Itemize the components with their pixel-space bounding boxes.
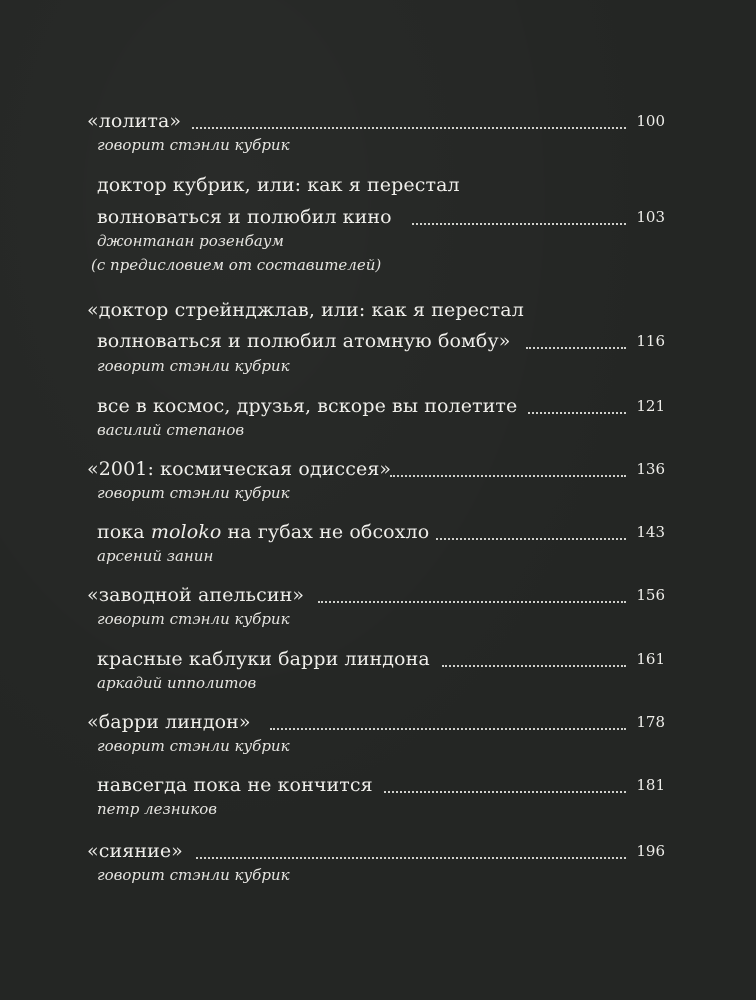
toc-line: [0, 519, 756, 549]
entry-author: петр лезников: [97, 800, 217, 818]
entry-title: все в космос, друзья, вскоре вы полетите: [97, 395, 518, 417]
entry-author: джонтанан розенбаум: [97, 232, 284, 250]
dot-leader: [412, 221, 626, 225]
page-number: 116: [636, 332, 665, 350]
page-number: 121: [636, 397, 665, 415]
entry-title-line1: «доктор стрейнджлав, или: как я перестал: [87, 299, 524, 321]
dot-leader: [318, 599, 626, 603]
toc-line: [0, 582, 756, 612]
entry-title: [97, 519, 429, 545]
entry-title-line1: доктор кубрик, или: как я перестал: [97, 174, 460, 196]
entry-title: «сияние»: [87, 840, 183, 862]
entry-title: «лолита»: [87, 110, 182, 132]
toc-line: [0, 456, 756, 486]
dot-leader: [436, 536, 626, 540]
entry-title-post: на губах не обсохло: [221, 521, 430, 543]
page-number: 100: [636, 112, 665, 130]
entry-title-italic: moloko: [150, 521, 222, 543]
dot-leader: [384, 789, 626, 793]
entry-title-line2: волноваться и полюбил атомную бомбу»: [97, 330, 511, 352]
entry-author: говорит стэнли кубрик: [97, 136, 290, 154]
page-number: 178: [636, 713, 665, 731]
entry-title: «2001: космическая одиссея»: [87, 458, 392, 480]
entry-title: «заводной апельсин»: [87, 584, 305, 606]
dot-leader: [270, 726, 626, 730]
entry-author: говорит стэнли кубрик: [97, 484, 290, 502]
entry-author: арсений занин: [97, 547, 214, 565]
toc-line: [0, 393, 756, 423]
dot-leader: [390, 473, 626, 477]
page-number: 103: [636, 208, 665, 226]
entry-title-pre: пока: [97, 521, 151, 543]
toc-line: [0, 328, 756, 358]
toc-line: [0, 204, 756, 234]
entry-author: говорит стэнли кубрик: [97, 357, 290, 375]
entry-title: красные каблуки барри линдона: [97, 648, 430, 670]
toc-line: [0, 646, 756, 676]
page-number: 161: [636, 650, 665, 668]
entry-title-line2: волноваться и полюбил кино: [97, 206, 392, 228]
toc-line: [0, 297, 756, 327]
entry-title: навсегда пока не кончится: [97, 774, 373, 796]
page-number: 196: [636, 842, 665, 860]
entry-title: «барри линдон»: [87, 711, 251, 733]
entry-author: говорит стэнли кубрик: [97, 737, 290, 755]
entry-author: василий степанов: [97, 421, 245, 439]
dot-leader: [442, 663, 626, 667]
dot-leader: [192, 125, 626, 129]
toc-line: [0, 172, 756, 202]
entry-author: говорит стэнли кубрик: [97, 866, 290, 884]
entry-author: говорит стэнли кубрик: [97, 610, 290, 628]
entry-note: (с предисловием от составителей): [91, 256, 382, 274]
page-number: 136: [636, 460, 665, 478]
toc-line: [0, 108, 756, 138]
toc-line: [0, 838, 756, 868]
page-number: 156: [636, 586, 665, 604]
page-number: 143: [636, 523, 665, 541]
entry-author: аркадий ипполитов: [97, 674, 257, 692]
page-number: 181: [636, 776, 665, 794]
dot-leader: [196, 855, 626, 859]
toc-line: [0, 709, 756, 739]
toc-line: [0, 772, 756, 802]
